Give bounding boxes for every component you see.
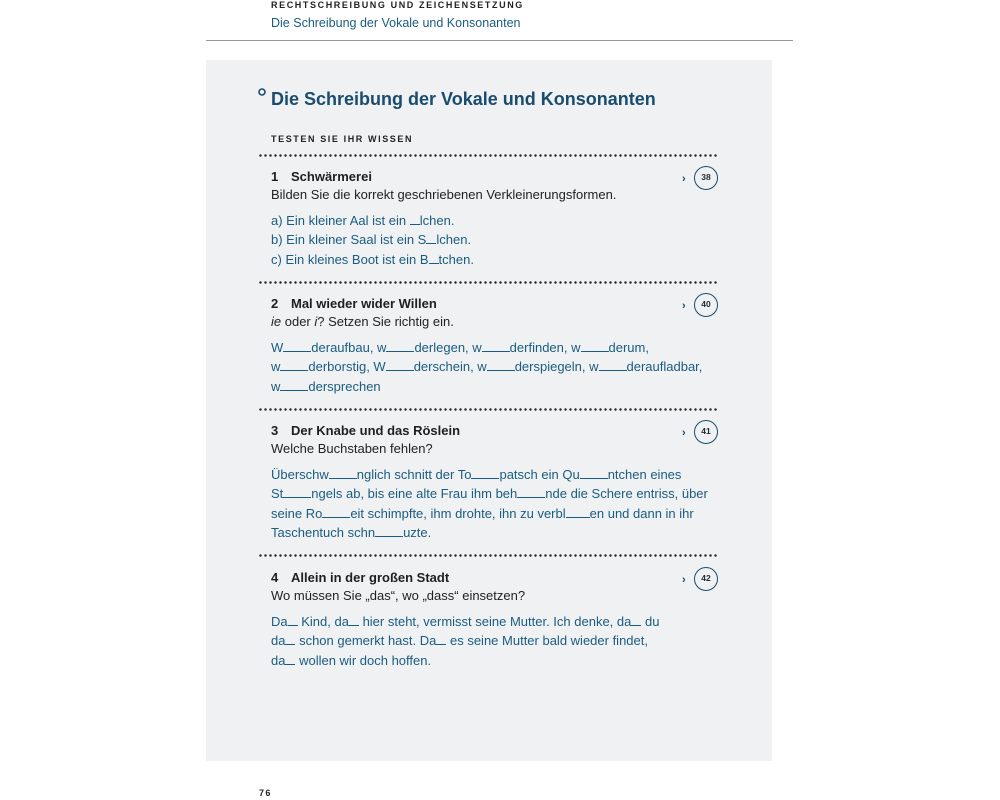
blank-field[interactable] <box>566 507 590 518</box>
text-segment: ntchen eines <box>607 467 682 482</box>
page-number: 76 <box>259 788 272 798</box>
exercise-instruction: Bilden Sie die korrekt geschriebenen Verkleinerungsformen. <box>271 187 617 202</box>
blank-field[interactable] <box>471 468 499 479</box>
text-segment: eit schimpfte, ihm drohte, ihn zu verbl <box>350 505 566 521</box>
text-segment: seine Ro <box>271 505 323 521</box>
text-segment: derborstig, W <box>308 359 386 375</box>
dotted-divider <box>258 154 718 157</box>
text-segment: derlegen, w <box>414 340 482 355</box>
exercise-title <box>271 295 721 313</box>
text-segment: deraufladbar, <box>626 359 703 375</box>
exercise-line <box>271 484 721 503</box>
blank-field[interactable] <box>426 233 436 244</box>
header-divider <box>206 40 793 41</box>
dotted-divider <box>258 554 718 557</box>
text-segment: Kind, da <box>297 614 349 629</box>
blank-field[interactable] <box>349 615 359 626</box>
text-segment: oder <box>281 314 315 329</box>
blank-field[interactable] <box>375 526 403 537</box>
exercise-number: 4 <box>271 570 279 585</box>
blank-field[interactable] <box>280 380 308 391</box>
blank-field[interactable] <box>283 487 311 498</box>
blank-field[interactable] <box>436 634 446 645</box>
text-segment: wollen wir doch hoffen. <box>295 652 432 668</box>
exercise-line <box>271 211 721 230</box>
blank-field[interactable] <box>580 468 608 479</box>
blank-field[interactable] <box>517 487 545 498</box>
exercise-line <box>271 651 721 670</box>
exercise-4 <box>271 569 721 670</box>
exercise-instruction: Welche Buchstaben fehlen? <box>271 441 433 456</box>
text-segment: dersprechen <box>308 378 381 394</box>
blank-field[interactable] <box>288 615 298 626</box>
blank-field[interactable] <box>581 341 609 352</box>
blank-field[interactable] <box>631 615 641 626</box>
text-segment: derspiegeln, w <box>514 359 599 375</box>
exercise-heading: Allein in der großen Stadt <box>291 570 450 585</box>
blank-field[interactable] <box>322 507 350 518</box>
exercise-line <box>271 523 721 542</box>
exercise-number: 2 <box>271 296 279 311</box>
exercise-line <box>271 631 721 650</box>
blank-field[interactable] <box>487 360 515 371</box>
dotted-divider <box>258 281 718 284</box>
text-segment: Überschw <box>271 467 329 482</box>
exercise-heading: Der Knabe und das Röslein <box>291 423 461 438</box>
blank-field[interactable] <box>285 654 295 665</box>
chapter-title: RECHTSCHREIBUNG UND ZEICHENSETZUNG <box>271 0 524 10</box>
page-reference-badge[interactable]: 38 <box>694 166 718 190</box>
blank-field[interactable] <box>329 468 357 479</box>
text-segment: i <box>314 314 318 329</box>
bullet-icon <box>258 88 266 96</box>
exercise-title <box>271 569 721 587</box>
exercise-number: 3 <box>271 423 279 438</box>
exercise-title <box>271 422 721 440</box>
exercise-line <box>271 377 721 396</box>
exercise-2 <box>271 295 721 396</box>
panel-title: Die Schreibung der Vokale und Konsonanten <box>271 89 656 109</box>
text-segment: b) Ein kleiner Saal ist ein S <box>271 232 427 248</box>
exercise-body <box>271 211 721 269</box>
text-segment: ? Setzen Sie richtig ein. <box>317 314 454 329</box>
exercise-title <box>271 168 721 186</box>
exercise-line <box>271 504 721 523</box>
text-segment: es seine Mutter bald wieder findet, <box>446 633 648 649</box>
blank-field[interactable] <box>429 253 439 264</box>
chevron-right-icon: › <box>682 173 686 185</box>
text-segment: deraufbau, w <box>311 340 387 355</box>
section-subtitle: Die Schreibung der Vokale und Konsonanten <box>271 16 521 30</box>
exercise-heading: Mal wieder wider Willen <box>291 296 437 311</box>
exercise-body <box>271 612 721 670</box>
text-segment: nglich schnitt der To <box>356 467 472 482</box>
exercise-3 <box>271 422 721 542</box>
chevron-right-icon: › <box>682 300 686 312</box>
text-segment: lchen. <box>419 213 455 228</box>
exercise-heading: Schwärmerei <box>291 169 372 184</box>
text-segment: a) Ein kleiner Aal ist ein <box>271 213 410 228</box>
text-segment: ie <box>271 314 282 329</box>
text-segment: en und dann in ihr <box>589 505 694 521</box>
exercise-line <box>271 465 721 484</box>
exercise-1 <box>271 168 721 269</box>
blank-field[interactable] <box>285 634 295 645</box>
exercise-body <box>271 338 721 396</box>
page-reference-badge[interactable]: 41 <box>694 420 718 444</box>
text-segment: lchen. <box>436 232 472 248</box>
blank-field[interactable] <box>280 360 308 371</box>
text-segment: w <box>271 378 281 394</box>
chevron-right-icon: › <box>682 574 686 586</box>
blank-field[interactable] <box>482 341 510 352</box>
text-segment: ngels ab, bis eine alte Frau ihm beh <box>311 486 518 502</box>
text-segment: c) Ein kleines Boot ist ein B <box>271 251 429 267</box>
exercise-instruction: Wo müssen Sie „das“, wo „dass“ einsetzen? <box>271 588 526 603</box>
text-segment: uzte. <box>403 524 432 540</box>
section-label: TESTEN SIE IHR WISSEN <box>271 134 414 144</box>
text-segment: schon gemerkt hast. Da <box>295 633 437 649</box>
exercise-line <box>271 338 721 357</box>
text-segment: Da <box>271 614 288 629</box>
blank-field[interactable] <box>410 214 420 225</box>
text-segment: du <box>641 614 660 629</box>
text-segment: da <box>271 633 286 649</box>
text-segment: derfinden, w <box>509 340 581 355</box>
text-segment: Taschentuch schn <box>271 524 376 540</box>
exercise-line <box>271 230 721 249</box>
blank-field[interactable] <box>386 360 414 371</box>
text-segment: w <box>271 359 281 375</box>
exercise-line <box>271 357 721 376</box>
exercise-line <box>271 250 721 269</box>
exercise-instruction <box>271 313 721 331</box>
dotted-divider <box>258 408 718 411</box>
text-segment: W <box>271 340 284 355</box>
exercise-number: 1 <box>271 169 279 184</box>
text-segment: derum, <box>608 340 649 355</box>
blank-field[interactable] <box>599 360 627 371</box>
blank-field[interactable] <box>386 341 414 352</box>
blank-field[interactable] <box>283 341 311 352</box>
exercise-line <box>271 612 721 631</box>
text-segment: hier steht, vermisst seine Mutter. Ich denke, da <box>358 614 632 629</box>
page-reference-badge[interactable]: 40 <box>694 293 718 317</box>
text-segment: tchen. <box>438 251 474 267</box>
text-segment: derschein, w <box>413 359 487 375</box>
text-segment: da <box>271 652 286 668</box>
page-reference-badge[interactable]: 42 <box>694 567 718 591</box>
exercise-body <box>271 465 721 542</box>
text-segment: patsch ein Qu <box>499 467 580 482</box>
text-segment: nde die Schere entriss, über <box>545 486 708 502</box>
chevron-right-icon: › <box>682 427 686 439</box>
text-segment: St <box>271 486 284 502</box>
running-header <box>271 0 793 30</box>
